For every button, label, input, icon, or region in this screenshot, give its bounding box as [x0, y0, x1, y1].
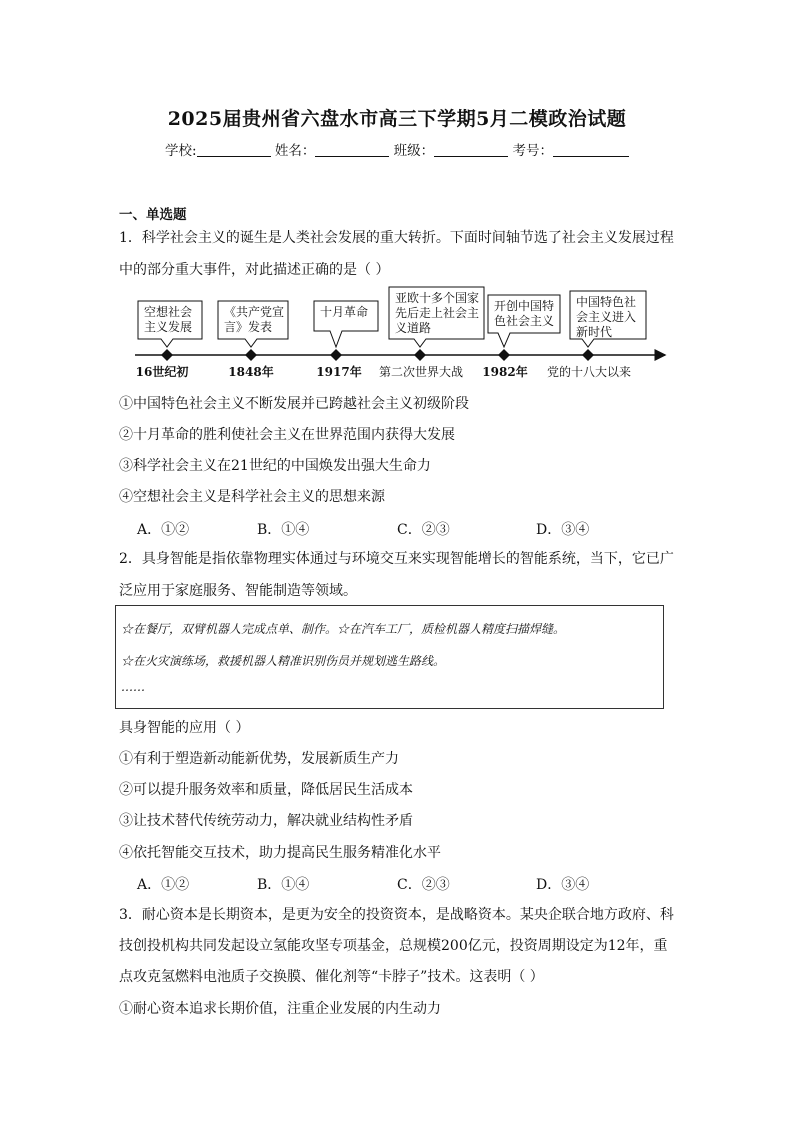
section-heading: 一、单选题 — [119, 207, 187, 223]
name-blank[interactable] — [315, 142, 389, 157]
timeline-event-6 — [547, 291, 646, 379]
q2-statement-4: ④依托智能交互技术，助力提高民生服务精准化水平 — [119, 845, 441, 861]
timeline-date-label: 党的十八大以来 — [546, 365, 632, 379]
timeline-diagram — [0, 285, 794, 385]
exam-number-label: 考号： — [512, 143, 553, 159]
q1-option-b[interactable]: B．①④ — [257, 522, 310, 538]
q1-stem-line2: 中的部分重大事件，对此描述正确的是（ ） — [119, 262, 390, 278]
q1-option-a[interactable]: A．①② — [137, 522, 190, 538]
page-title: 2025届贵州省六盘水市高三下学期5月二模政治试题 — [167, 108, 627, 130]
timeline-event-label: 主义发展 — [144, 320, 193, 334]
timeline-event-label: 色社会主义 — [494, 314, 555, 328]
timeline-event-label: 开创中国特 — [494, 299, 555, 313]
timeline-event-label: 先后走上社会主 — [395, 306, 480, 320]
q2-question: 具身智能的应用（ ） — [119, 720, 250, 736]
q2-option-c[interactable]: C．②③ — [397, 877, 450, 893]
class-blank[interactable] — [434, 142, 508, 157]
timeline-date-label: 1982年 — [482, 365, 528, 379]
timeline-diamond-marker — [330, 349, 342, 361]
timeline-date-label: 1848年 — [228, 365, 274, 379]
timeline-event-3 — [314, 301, 378, 379]
timeline-event-label: 言》发表 — [224, 320, 273, 334]
q3-stem-line3: 点攻克氢燃料电池质子交换膜、催化剂等“卡脖子”技术。这表明（ ） — [119, 969, 544, 985]
school-blank[interactable] — [197, 142, 271, 157]
timeline-diamond-marker — [245, 349, 257, 361]
timeline-event-label: 新时代 — [576, 325, 613, 339]
timeline-diamond-marker — [582, 349, 594, 361]
q3-stem-line2: 技创投机构共同发起设立氢能攻坚专项基金，总规模200亿元，投资周期设定为12年，重 — [119, 938, 668, 954]
q1-statement-2: ②十月革命的胜利使社会主义在世界范围内获得大发展 — [119, 427, 455, 443]
timeline-diamond-marker — [161, 349, 173, 361]
timeline-event-label: 《共产党宣 — [224, 305, 285, 319]
timeline-event-label: 十月革命 — [320, 305, 369, 319]
timeline-event-label: 亚欧十多个国家 — [395, 291, 480, 305]
timeline-event-2 — [218, 301, 288, 379]
q2-box-line1: ☆在餐厅，双臂机器人完成点单、制作。☆在汽车工厂，质检机器人精度扫描焊缝。 — [121, 622, 566, 636]
timeline-event-4 — [379, 287, 484, 379]
q2-box-line3: …… — [121, 680, 145, 694]
q1-option-d[interactable]: D．③④ — [536, 522, 590, 538]
q1-statement-3: ③科学社会主义在21世纪的中国焕发出强大生命力 — [119, 458, 431, 474]
q2-option-a[interactable]: A．①② — [137, 877, 190, 893]
exam-number-blank[interactable] — [553, 142, 629, 157]
class-label: 班级： — [393, 143, 435, 159]
q2-statement-1: ①有利于塑造新动能新优势，发展新质生产力 — [119, 751, 399, 767]
timeline-date-label: 1917年 — [316, 365, 362, 379]
timeline-date-label: 第二次世界大战 — [378, 365, 464, 379]
q2-options — [0, 874, 794, 896]
q2-stem-line1: 2．具身智能是指依靠物理实体通过与环境交互来实现智能增长的智能系统，当下，它已广 — [119, 551, 674, 567]
timeline-diamond-marker — [498, 349, 510, 361]
q1-statement-1: ①中国特色社会主义不断发展并已跨越社会主义初级阶段 — [119, 396, 469, 412]
q1-statement-4: ④空想社会主义是科学社会主义的思想来源 — [119, 489, 385, 505]
timeline-date-label: 16世纪初 — [135, 365, 189, 379]
q1-option-c[interactable]: C．②③ — [397, 522, 450, 538]
q2-stem-line2: 泛应用于家庭服务、智能制造等领域。 — [119, 583, 357, 599]
q3-statement-1: ①耐心资本追求长期价值，注重企业发展的内生动力 — [119, 1001, 441, 1017]
q1-options — [0, 519, 794, 541]
q1-stem-line1: 1．科学社会主义的诞生是人类社会发展的重大转折。下面时间轴节选了社会主义发展过程 — [119, 230, 674, 246]
timeline-event-1 — [136, 301, 202, 379]
name-label: 姓名： — [274, 143, 316, 159]
school-label: 学校: — [165, 143, 197, 159]
q2-box-line2: ☆在火灾演练场，救援机器人精准识别伤员并规划逃生路线。 — [121, 654, 446, 668]
q2-option-b[interactable]: B．①④ — [257, 877, 310, 893]
timeline-event-label: 会主义进入 — [576, 310, 637, 324]
q2-statement-3: ③让技术替代传统劳动力，解决就业结构性矛盾 — [119, 813, 413, 829]
q2-option-d[interactable]: D．③④ — [536, 877, 590, 893]
q2-material-box — [115, 605, 664, 709]
q3-stem-line1: 3．耐心资本是长期资本，是更为安全的投资资本，是战略资本。某央企联合地方政府、科 — [119, 907, 674, 923]
q2-statement-2: ②可以提升服务效率和质量，降低居民生活成本 — [119, 782, 413, 798]
timeline-event-label: 义道路 — [395, 321, 432, 335]
timeline-event-label: 空想社会 — [144, 305, 193, 319]
student-info-line — [165, 139, 629, 159]
timeline-event-label: 中国特色社 — [576, 295, 637, 309]
timeline-diamond-marker — [414, 349, 426, 361]
